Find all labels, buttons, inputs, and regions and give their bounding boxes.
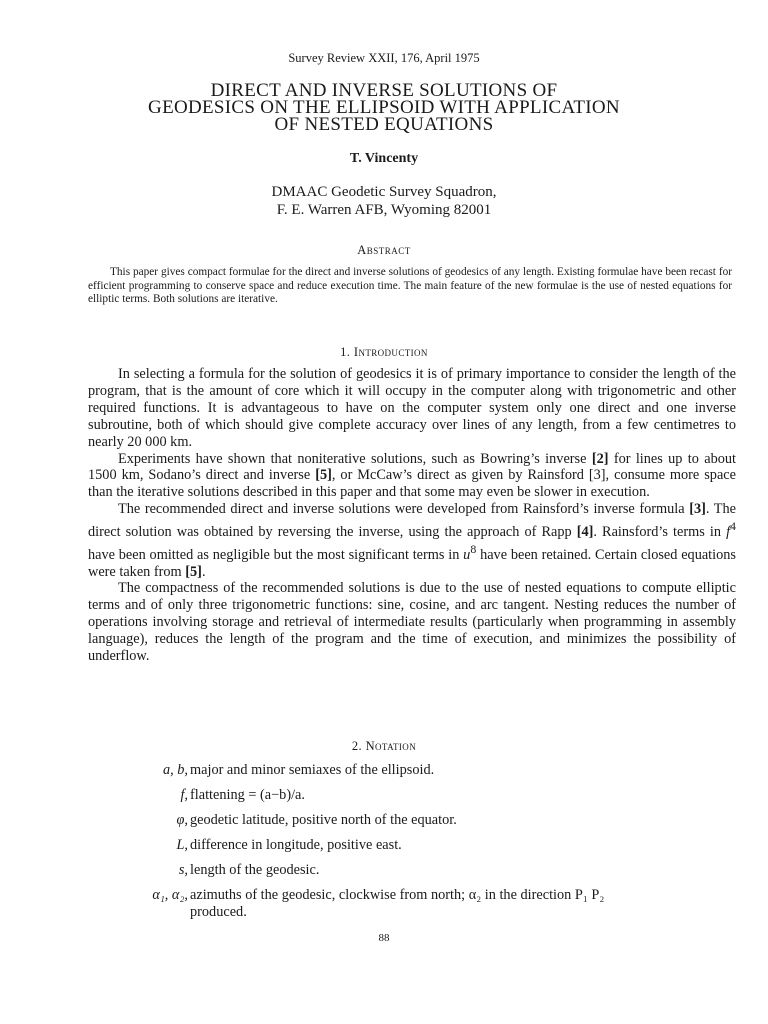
text-run: . The direct solution was obtained by reversing the inverse, using the approach of Rapp [88,501,736,540]
affiliation [0,183,768,219]
abstract-heading: Abstract [357,243,411,257]
page-number: 88 [378,932,390,944]
notation-definition-continuation: produced. [190,904,247,920]
section-heading-notation [0,739,768,754]
math-variable-u: u [463,546,471,563]
intro-paragraph-3 [88,501,736,580]
title-line-3: OF NESTED EQUATIONS [274,114,494,135]
affiliation-line-1: DMAAC Geodetic Survey Squadron, [271,184,497,200]
section-heading-introduction [0,345,768,360]
section-title: Introduction [353,345,428,359]
notation-item [88,837,748,862]
section-number: 1. [340,345,351,359]
text-run: The recommended direct and inverse solutions were developed from Rainsford’s inverse formula [118,501,690,518]
notation-symbol: s, [178,862,188,878]
reference-4: [4] [576,523,594,540]
notation-item [88,812,748,837]
reference-5: [5] [315,467,332,484]
introduction-body [88,366,736,665]
title-line-1: DIRECT AND INVERSE SOLUTIONS OF [210,80,558,101]
notation-definition: difference in longitude, positive east. [190,837,402,853]
intro-paragraph-1: In selecting a formula for the solution of geodesics it is of primary importance to consider the length of the program, that is the amount of core which it will occupy in the computer along with trigonometric and other required functions. It is advantageous to have on the computer system only one direct and one inverse subroutine, both of which should give complete accuracy over lines of any length, from a few centimetres to nearly 20 000 km. [88,366,736,450]
notation-symbol: L, [176,837,188,853]
notation-item [88,787,748,812]
math-exponent: 8 [470,541,477,556]
math-variable-f: f [726,523,731,540]
notation-definition: geodetic latitude, positive north of the equator. [190,812,457,828]
text-run: have been omitted as negligible but the most significant terms in [88,546,464,563]
author-name: T. Vincenty [349,151,419,166]
reference-3: [3] [689,501,706,518]
reference-5: [5] [185,563,202,580]
notation-definition: flattening = (a−b)/a. [190,787,305,803]
notation-symbol: α₁, α₂, [152,887,188,903]
notation-definition: major and minor semiaxes of the ellipsoid. [190,762,435,778]
notation-symbol: a, b, [162,762,188,778]
text-run: have been retained. Certain closed equations were taken from [88,546,736,580]
notation-symbol: f, [180,787,188,803]
abstract-body [88,266,732,307]
notation-symbol: φ, [176,812,188,828]
notation-item [88,862,748,887]
paper-title [0,82,768,133]
intro-paragraph-4: The compactness of the recommended solutions is due to the use of nested equations to compute elliptic terms and of only three trigonometric functions: sine, cosine, and arc tangent. Nesting reduces the number of operations involving storage and retrieval of intermediate results (particularly when programming in assembly language), reduces the length of the program and the time of execution, and minimizes the possibility of underflow. [88,580,736,665]
text-run: for lines up to about 1500 km, Sodano’s direct and inverse [88,450,736,484]
notation-list [88,762,748,921]
text-run: . Rainsford’s terms in [593,523,727,540]
notation-definition: azimuths of the geodesic, clockwise from north; α₂ in the direction P₁ P₂ [190,887,605,903]
journal-header: Survey Review XXII, 176, April 1975 [288,51,480,65]
notation-item [88,887,748,921]
text-run: , or McCaw’s direct as given by Rainsford [3], consume more space than the iterative solutions described in this paper and that some may even be slower in execution. [88,467,736,501]
section-number: 2. [351,739,363,753]
notation-item [88,762,748,787]
affiliation-line-2: F. E. Warren AFB, Wyoming 82001 [276,202,492,218]
text-run: Experiments have shown that noniterative solutions, such as Bowring’s inverse [118,450,592,467]
section-title: Notation [365,739,417,753]
reference-2: [2] [591,450,609,467]
title-line-2: GEODESICS ON THE ELLIPSOID WITH APPLICATION [148,97,620,118]
notation-definition: length of the geodesic. [190,862,320,878]
abstract-paragraph: This paper gives compact formulae for the direct and inverse solutions of geodesics of any length. Existing formulae have been recast for efficient programming to conserve space and reduce execution time. The main feature of the new formulae is the use of nested equations for elliptic terms. Both solutions are iterative. [88,266,732,306]
intro-paragraph-2 [88,451,736,502]
text-run: . [201,563,206,580]
math-exponent: 4 [730,519,736,534]
